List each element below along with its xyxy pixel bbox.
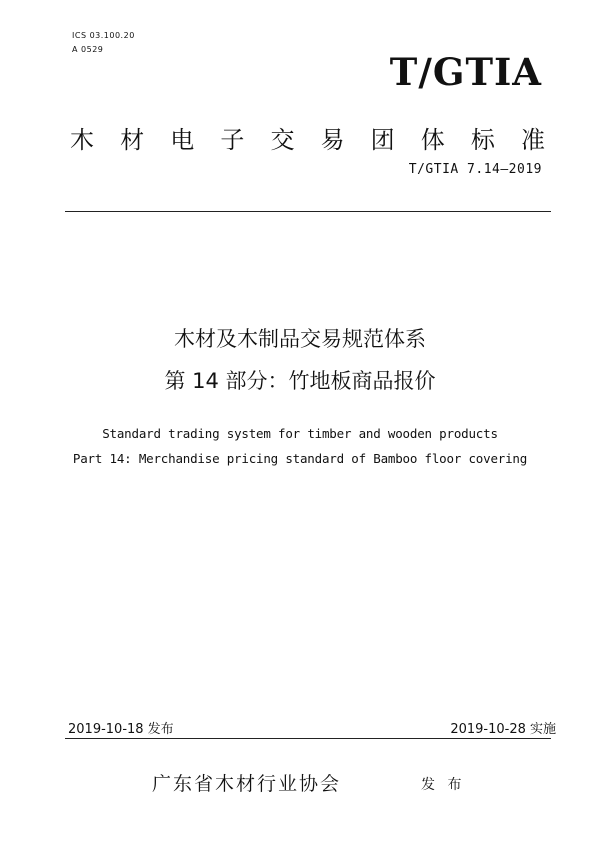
title-cn-line2: 第 14 部分：竹地板商品报价: [164, 369, 436, 393]
publish-date: 2019-10-18 发布: [68, 722, 174, 737]
title-en-line2: Part 14: Merchandise pricing standard of Bamboo floor covering: [72, 451, 528, 466]
implement-date: 2019-10-28 实施: [450, 722, 556, 737]
title-cn-line1: 木材及木制品交易规范体系: [174, 327, 426, 351]
category-char: 标: [470, 126, 495, 154]
issuer-name: 广东省木材行业协会: [152, 773, 342, 795]
category-char: 电: [170, 126, 195, 154]
header-divider: [65, 211, 551, 212]
standard-number: T/GTIA 7.14—2019: [408, 162, 542, 177]
category-char: 材: [120, 126, 145, 154]
standard-category: [70, 125, 545, 155]
ccs-code: A 0529: [72, 45, 104, 54]
category-char: 准: [520, 126, 545, 154]
category-char: 子: [220, 126, 245, 154]
category-char: 易: [320, 126, 345, 154]
category-char: 木: [70, 126, 94, 154]
category-char: 交: [270, 126, 295, 154]
ics-code: ICS 03.100.20: [72, 31, 135, 40]
footer-divider: [65, 738, 551, 739]
standard-brand: T/GTIA: [389, 50, 542, 94]
category-char: 团: [370, 126, 395, 154]
title-en-line1: Standard trading system for timber and wooden products: [102, 426, 498, 441]
issue-label: 发 布: [421, 777, 466, 793]
category-char: 体: [420, 126, 445, 154]
